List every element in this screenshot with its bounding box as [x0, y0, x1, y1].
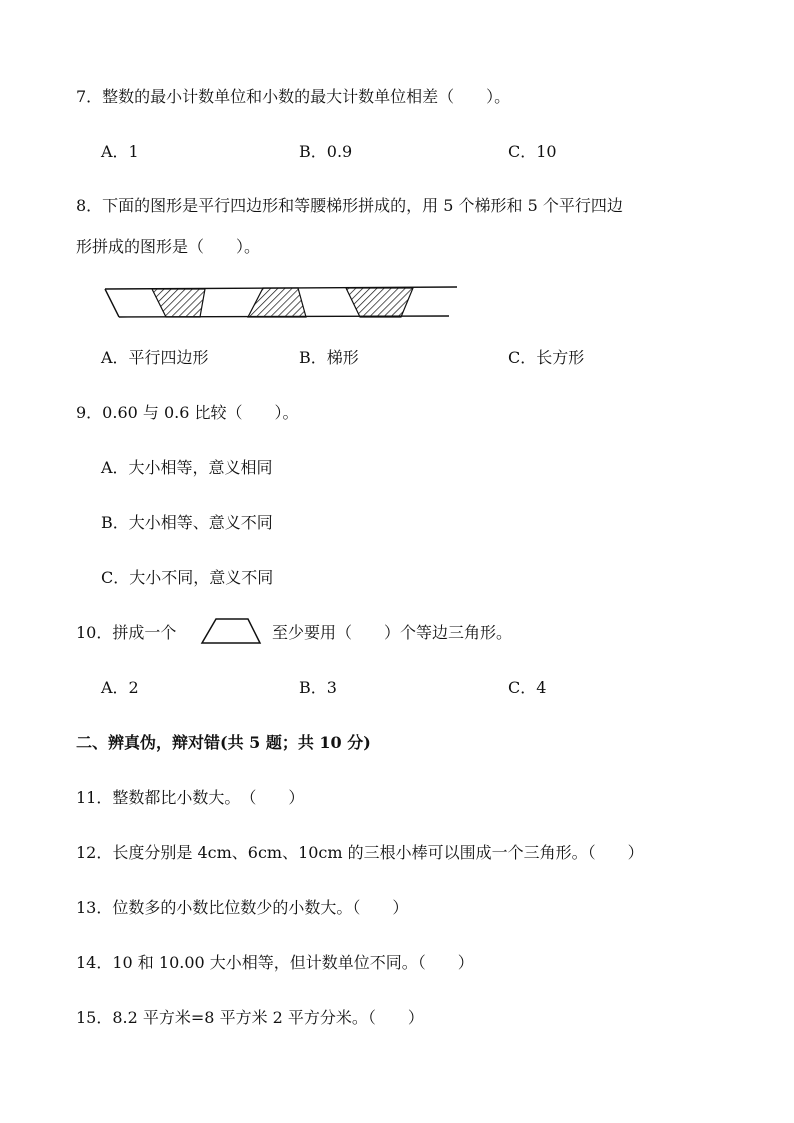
question-10-text-after: 至少要用（ ）个等边三角形。	[272, 623, 513, 642]
question-7-option-b: B．0.9	[299, 142, 353, 161]
question-12-text: 12．长度分别是 4cm、6cm、10cm 的三根小棒可以围成一个三角形。（ ）	[76, 843, 644, 862]
question-15-text: 15．8.2 平方米=8 平方米 2 平方分米。（ ）	[76, 1008, 424, 1027]
question-10-text-before: 10．拼成一个	[76, 623, 177, 642]
hatched-trapezoid-2	[248, 288, 306, 317]
trapezoid-icon	[202, 619, 260, 643]
question-7-text: 7．整数的最小计数单位和小数的最大计数单位相差（ ）。	[76, 87, 511, 106]
question-8-option-b: B．梯形	[299, 348, 359, 367]
question-9-option-c: C．大小不同，意义不同	[101, 568, 274, 587]
question-9-option-a: A．大小相等，意义相同	[101, 458, 273, 477]
hatched-trapezoid-3	[346, 288, 413, 317]
hatched-trapezoid-1	[152, 289, 205, 317]
question-7-option-a: A．1	[101, 142, 139, 161]
question-8-text-line2: 形拼成的图形是（ ）。	[76, 237, 261, 256]
section-2-title: 二、辨真伪，辩对错(共 5 题；共 10 分)	[76, 733, 371, 752]
question-8-option-a: A．平行四边形	[101, 348, 209, 367]
question-13-text: 13．位数多的小数比位数少的小数大。（ ）	[76, 898, 409, 917]
question-7-option-c: C．10	[508, 142, 557, 161]
question-10-option-a: A．2	[101, 678, 139, 697]
question-9-text: 9．0.60 与 0.6 比较（ ）。	[76, 403, 299, 422]
question-11-text: 11．整数都比小数大。 （ ）	[76, 788, 305, 807]
question-8-text-line1: 8．下面的图形是平行四边形和等腰梯形拼成的，用 5 个梯形和 5 个平行四边	[76, 196, 623, 215]
question-10-option-b: B．3	[299, 678, 337, 697]
question-14-text: 14．10 和 10.00 大小相等，但计数单位不同。（ ）	[76, 953, 474, 972]
question-9-option-b: B．大小相等、意义不同	[101, 513, 273, 532]
question-8-option-c: C．长方形	[508, 348, 585, 367]
question-10-option-c: C．4	[508, 678, 547, 697]
